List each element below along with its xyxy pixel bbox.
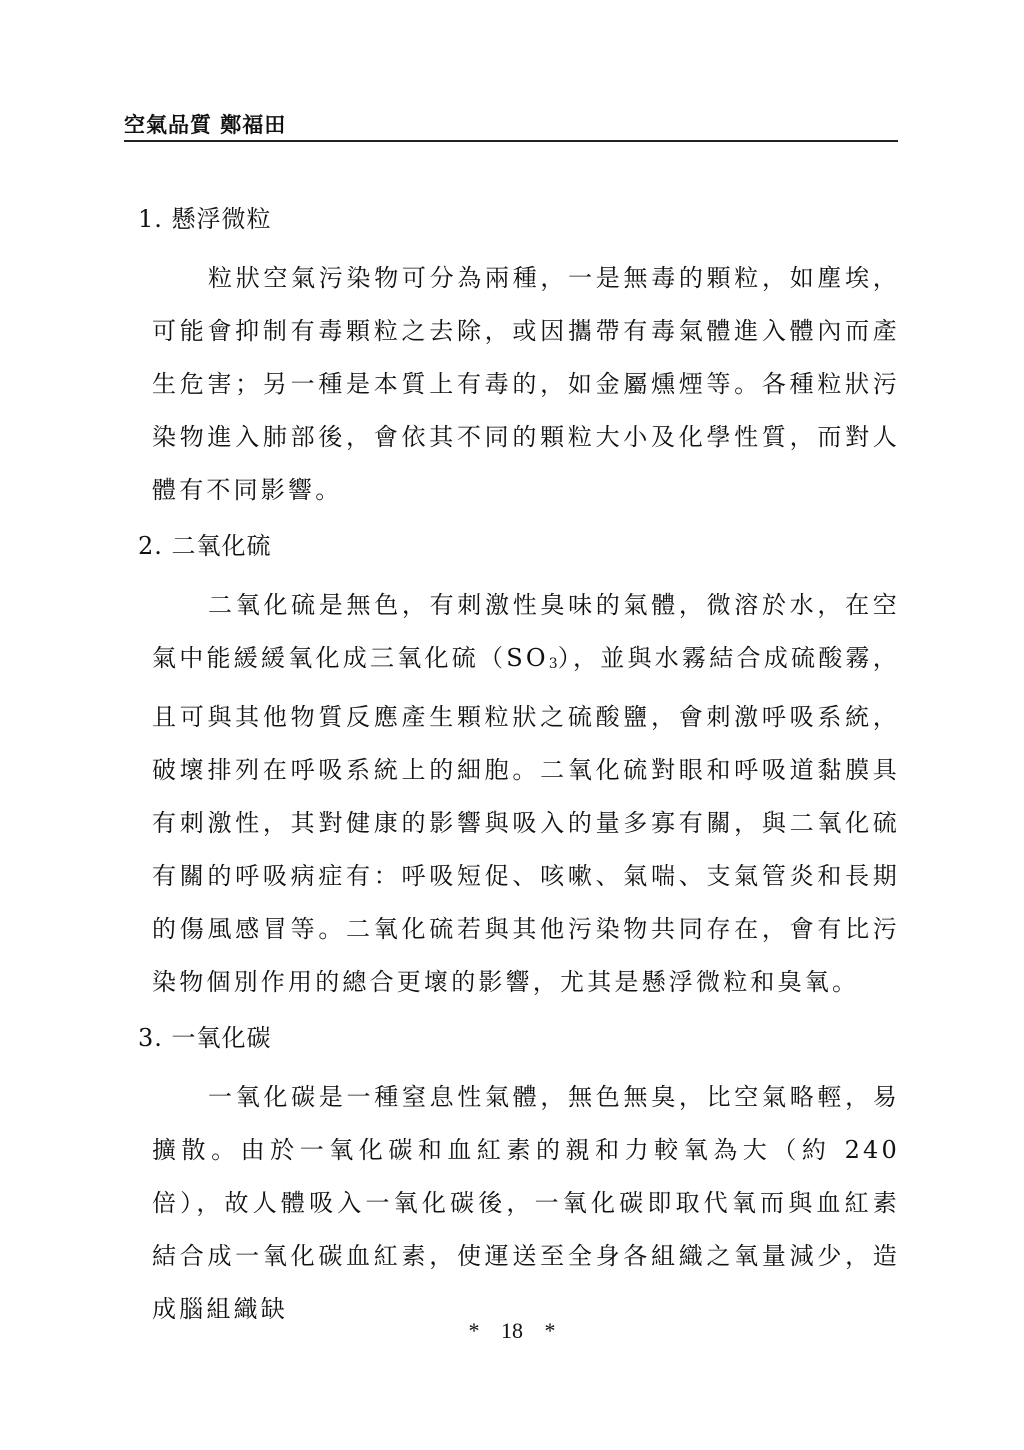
page-footer [0, 1318, 1024, 1344]
page-number: 18 [501, 1318, 523, 1343]
section-heading-carbon-monoxide: 3. 一氧化碳 [138, 1024, 272, 1052]
section-paragraph-suspended-particles: 粒狀空氣污染物可分為兩種，一是無毒的顆粒，如塵埃，可能會抑制有毒顆粒之去除，或因攜帶有毒氣體進入體內而產生危害；另一種是本質上有毒的，如金屬燻煙等。各種粒狀污染物進入肺部後，會依其不同的顆粒大小及化學性質，而對人體有不同影響。 [152, 264, 900, 504]
section-heading-suspended-particles: 1. 懸浮微粒 [138, 205, 272, 233]
formula-subscript: 3 [548, 656, 558, 672]
section-paragraph-carbon-monoxide: 一氧化碳是一種窒息性氣體，無色無臭，比空氣略輕，易擴散。由於一氧化碳和血紅素的親和力較氧為大（約 240 倍），故人體吸入一氧化碳後，一氧化碳即取代氧而與血紅素結合成一氧化碳血紅素，使運送至全身各組織之氧量減少，造成腦組織缺 [152, 1083, 900, 1323]
section-heading-sulfur-dioxide: 2. 二氧化硫 [138, 532, 272, 560]
document-body [130, 200, 900, 1346]
footer-right-mark: * [544, 1318, 556, 1343]
paragraph-text-before-formula: 二氧化硫是無色，有刺激性臭味的氣體，微溶於水，在空氣中能緩緩氧化成三氧化硫（SO [152, 591, 900, 672]
header-title: 空氣品質 鄭福田 [124, 112, 287, 137]
page-header [124, 112, 898, 142]
footer-left-mark: * [468, 1318, 480, 1343]
paragraph-text-after-formula: ），並與水霧結合成硫酸霧，且可與其他物質反應產生顆粒狀之硫酸鹽，會刺激呼吸系統，破壞排列在呼吸系統上的細胞。二氧化硫對眼和呼吸道黏膜具有刺激性，其對健康的影響與吸入的量多寡有關，與二氧化硫有關的呼吸病症有：呼吸短促、咳嗽、氣喘、支氣管炎和長期的傷風感冒等。二氧化硫若與其他污染物共同存在，會有比污染物個別作用的總合更壞的影響，尤其是懸浮微粒和臭氧。 [152, 644, 900, 996]
section-paragraph-sulfur-dioxide [152, 579, 900, 1009]
